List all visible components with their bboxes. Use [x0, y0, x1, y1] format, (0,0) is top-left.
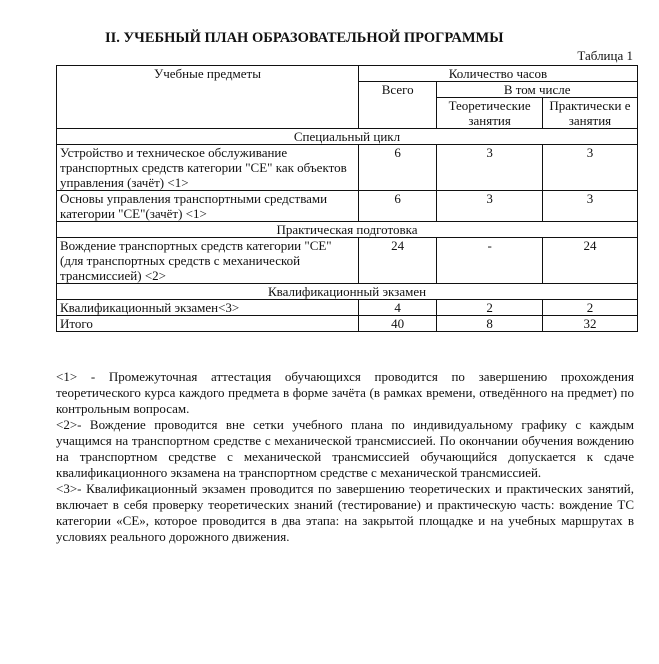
practice-cell: 2	[542, 300, 637, 316]
header-total: Всего	[358, 82, 436, 129]
subject-cell: Основы управления транспортными средствами категории "CE"(зачёт) <1>	[57, 191, 359, 222]
section-title: II. УЧЕБНЫЙ ПЛАН ОБРАЗОВАТЕЛЬНОЙ ПРОГРАММЫ	[105, 30, 504, 46]
header-hours: Количество часов	[358, 66, 637, 82]
section-title-exam: Квалификационный экзамен	[57, 284, 638, 300]
total-practice: 32	[542, 316, 637, 332]
subject-cell: Квалификационный экзамен<3>	[57, 300, 359, 316]
header-including: В том числе	[437, 82, 638, 98]
total-hours: 40	[358, 316, 436, 332]
practice-cell: 3	[542, 191, 637, 222]
section-row	[57, 222, 638, 238]
header-practice: Практически е занятия	[542, 98, 637, 129]
total-cell: 6	[358, 191, 436, 222]
header-subjects: Учебные предметы	[57, 66, 359, 129]
footnote-2: <2>- Вождение проводится вне сетки учебного плана по индивидуальному графику с каждым учащимся на транспортном средстве с механической трансмиссией. По окончании обучения вождению на транспортном средстве с механической трансмиссией обучающийся допускается к сдаче квалификационного экзамена на транспортном средстве с механической трансмиссией.	[56, 417, 634, 480]
total-cell: 4	[358, 300, 436, 316]
footnotes	[56, 369, 634, 545]
table-caption: Таблица 1	[577, 48, 633, 63]
section-title-special: Специальный цикл	[57, 129, 638, 145]
practice-cell: 24	[542, 238, 637, 284]
subject-cell: Вождение транспортных средств категории "CE" (для транспортных средств с механической трансмиссией) <2>	[57, 238, 359, 284]
table-row	[57, 145, 638, 191]
total-cell: 6	[358, 145, 436, 191]
curriculum-table	[56, 65, 638, 332]
table-row	[57, 191, 638, 222]
section-title-practical: Практическая подготовка	[57, 222, 638, 238]
practice-cell: 3	[542, 145, 637, 191]
table-row	[57, 238, 638, 284]
theory-cell: 3	[437, 145, 543, 191]
footnote-1: <1> - Промежуточная аттестация обучающихся проводится по завершению прохождения теоретического курса каждого предмета в форме зачёта (в рамках времени, отведённого на предмет) по контрольным вопросам.	[56, 369, 634, 416]
theory-cell: 2	[437, 300, 543, 316]
footnote-3: <3>- Квалификационный экзамен проводится по завершению теоретических и практических занятий, включает в себя проверку теоретических знаний (тестирование) и практическую часть: вождение ТС категории «CE», которое проводится в два этапа: на закрытой площадке и на учебных маршрутах в условиях реального дорожного движения.	[56, 481, 634, 544]
total-label: Итого	[57, 316, 359, 332]
section-row	[57, 284, 638, 300]
theory-cell: -	[437, 238, 543, 284]
subject-cell: Устройство и техническое обслуживание транспортных средств категории "CE" как объектов управления (зачёт) <1>	[57, 145, 359, 191]
header-row-1	[57, 66, 638, 82]
theory-cell: 3	[437, 191, 543, 222]
table-row	[57, 300, 638, 316]
header-theory: Теоретические занятия	[437, 98, 543, 129]
total-theory: 8	[437, 316, 543, 332]
section-row	[57, 129, 638, 145]
total-row	[57, 316, 638, 332]
total-cell: 24	[358, 238, 436, 284]
